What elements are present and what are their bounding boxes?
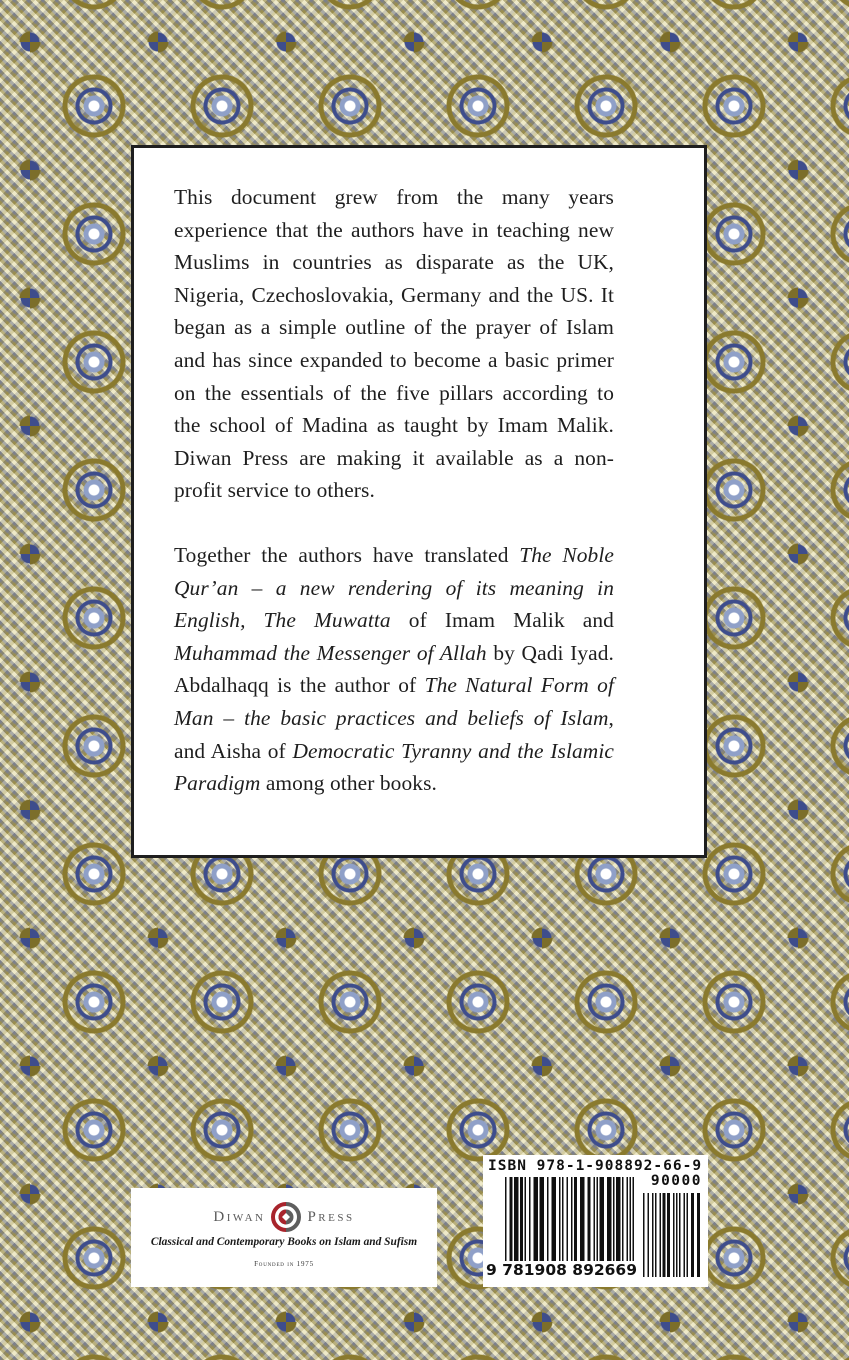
barcode-bar: [691, 1193, 694, 1277]
diwan-press-emblem-icon: [271, 1202, 301, 1232]
book-title-democratic-tyranny: Democratic Tyranny and the Islamic Paradigm: [174, 738, 614, 796]
barcode-bar: [660, 1193, 662, 1277]
isbn-barcode: [483, 1155, 708, 1287]
text-run: , and Aisha of: [174, 705, 614, 763]
ean-digits: [486, 1261, 637, 1279]
publisher-name-right: Press: [307, 1208, 355, 1225]
book-title-quran-muwatta: The Noble Qur’an – a new rendering of its meaning in English, The Muwatta: [174, 542, 614, 633]
text-run: among other books.: [260, 771, 437, 796]
publisher-tagline: Classical and Contemporary Books on Islam and Sufism: [150, 1236, 418, 1248]
text-run: Together the authors have translated: [174, 542, 520, 567]
barcode-bar: [679, 1193, 681, 1277]
barcode-bar: [652, 1193, 654, 1277]
publisher-wordmark: [131, 1200, 437, 1234]
book-title-natural-form: The Natural Form of Man – the basic practices and beliefs of Islam: [174, 673, 614, 730]
publisher-logo-box: [131, 1188, 437, 1287]
price-code: 90000: [650, 1173, 702, 1189]
addon-barcode-bars: [643, 1193, 701, 1277]
barcode-bar: [655, 1193, 657, 1277]
ean-digits-text: 9 781908 892669: [486, 1261, 637, 1279]
barcode-bar: [684, 1193, 686, 1277]
barcode-bar: [643, 1193, 645, 1277]
blurb-paragraph-1: This document grew from the many years experience that the authors have in teaching new Muslims in countries as disparate as the UK, Nigeria, Czechoslovakia, Germany and the US. It began as a simple outline of the prayer of Islam and has since expanded to become a basic primer on the essentials of the five pillars according to the school of Madina as taught by Imam Malik. Diwan Press are making it available as a non-profit service to others.: [174, 185, 614, 503]
barcode-bar: [697, 1193, 700, 1277]
barcode-bar: [663, 1193, 666, 1277]
isbn-label: ISBN 978-1-908892-66-9: [488, 1158, 703, 1174]
book-title-messenger: Muhammad the Messenger of Allah: [174, 640, 487, 665]
barcode-bar: [676, 1193, 678, 1277]
blurb-text: [174, 181, 614, 800]
publisher-name-left: Diwan: [213, 1208, 266, 1225]
text-run: by Qadi Iyad. Abdalhaqq is the author of: [174, 640, 614, 698]
barcode-bar: [673, 1193, 675, 1277]
text-run: of Imam Malik and: [390, 608, 614, 633]
blurb-panel: [131, 145, 707, 858]
barcode-bar: [667, 1193, 670, 1277]
barcode-bar: [687, 1193, 689, 1277]
barcode-bar: [648, 1193, 650, 1277]
blurb-paragraph-2: [174, 539, 614, 800]
publisher-founded: Founded in 1975: [254, 1260, 314, 1268]
